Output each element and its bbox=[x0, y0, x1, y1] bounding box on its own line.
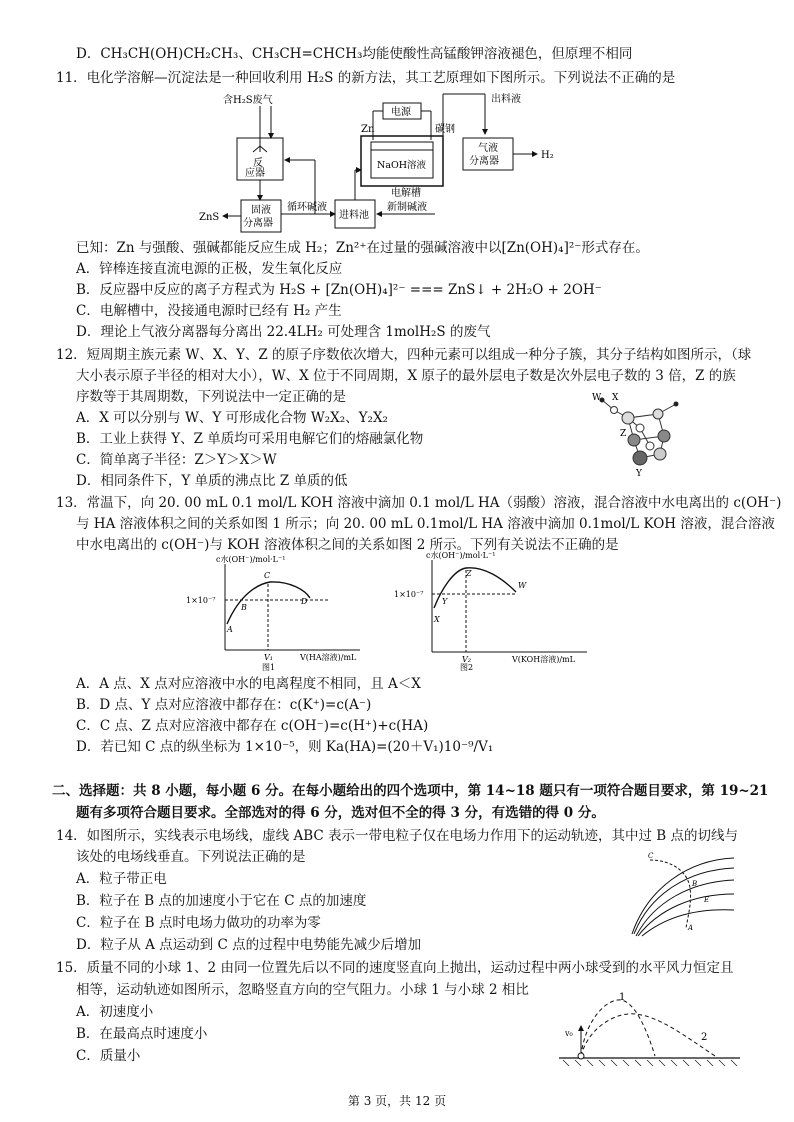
g1-point-d: D bbox=[301, 597, 308, 606]
zn-label: Zn bbox=[361, 124, 375, 135]
g1-point-c: C bbox=[264, 571, 271, 580]
q13-option-c: C．C 点、Z 点对应溶液中都存在 c(OH⁻)=c(H⁺)+c(HA) bbox=[76, 718, 429, 734]
page-footer: 第 3 页，共 12 页 bbox=[347, 1094, 447, 1108]
q11-option-c: C．电解槽中，没接通电源时已经有 H₂ 产生 bbox=[76, 303, 342, 319]
g1-point-b: B bbox=[241, 603, 247, 612]
g2-v2: V₂ bbox=[462, 655, 471, 664]
q14-option-a: A．粒子带正电 bbox=[76, 871, 167, 887]
q15-ball2-label: 2 bbox=[701, 1032, 708, 1043]
q11-option-b: B．反应器中反应的离子方程式为 H₂S + [Zn(OH)₄]²⁻ === ZnS↓ + 2H₂O + 2OH⁻ bbox=[76, 282, 602, 298]
q15-option-b: B．在最高点时速度小 bbox=[76, 1026, 208, 1042]
g2-point-z: Z bbox=[466, 569, 472, 578]
g2-point-y: Y bbox=[442, 597, 448, 606]
q13-stem-3: 中水电离出的 c(OH⁻)与 KOH 溶液体积之间的关系如图 2 所示。下列有关说法不正确的是 bbox=[76, 537, 619, 553]
reactor-label-1: 反 bbox=[253, 158, 263, 169]
naoh-label: NaOH溶液 bbox=[377, 160, 427, 171]
q15-stem-2: 相等，运动轨迹如图所示，忽略竖直方向的空气阻力。小球 1 与小球 2 相比 bbox=[76, 982, 529, 998]
g1-ylabel: c水(OH⁻)/mol·L⁻¹ bbox=[216, 555, 286, 564]
q15-ball1-label: 1 bbox=[619, 992, 626, 1003]
g1-point-a: A bbox=[227, 625, 233, 634]
outflow-label: 出料液 bbox=[491, 94, 521, 105]
q14-point-c: C bbox=[648, 852, 654, 860]
q13-option-b: B．D 点、Y 点对应溶液中都存在：c(K⁺)=c(A⁻) bbox=[76, 697, 372, 713]
recycle-label: 循环碱液 bbox=[287, 202, 327, 213]
q14-option-b: B．粒子在 B 点的加速度小于它在 C 点的加速度 bbox=[76, 893, 367, 909]
q11-process-diagram bbox=[195, 90, 575, 235]
g2-xlabel: V(KOH溶液)/mL bbox=[512, 655, 575, 664]
section2-heading-2: 题有多项符合题目要求。全部选对的得 6 分，选对但不全的得 3 分，有选错的得 0 分。 bbox=[76, 805, 605, 821]
q11-known: 已知：Zn 与强酸、强碱都能反应生成 H₂；Zn²⁺在过量的强碱溶液中以[Zn(OH)₄]²⁻形式存在。 bbox=[76, 240, 649, 256]
sl-separator-label-1: 固液 bbox=[251, 205, 271, 216]
q12-option-c: C．简单离子半径：Z＞Y＞X＞W bbox=[76, 452, 277, 468]
atom-w-label: W bbox=[592, 393, 602, 403]
q14-stem-2: 该处的电场线垂直。下列说法正确的是 bbox=[76, 849, 306, 865]
q14-point-e: E bbox=[704, 896, 710, 904]
cell-label: 电解槽 bbox=[391, 188, 421, 199]
g1-caption: 图1 bbox=[262, 663, 276, 672]
reactor-label-2: 应器 bbox=[245, 168, 265, 179]
zns-label: ZnS bbox=[199, 212, 220, 223]
section2-heading-1: 二、选择题：共 8 小题，每小题 6 分。在每小题给出的四个选项中，第 14~18 题只有一项符合题目要求，第 19~21 bbox=[52, 783, 769, 799]
q11-option-d: D．理论上气液分离器每分离出 22.4LH₂ 可处理含 1molH₂S 的废气 bbox=[76, 324, 491, 340]
q14-field-lines-diagram bbox=[628, 848, 736, 938]
fresh-base-label: 新制碱液 bbox=[387, 202, 427, 213]
q14-stem-1: 14．如图所示，实线表示电场线，虚线 ABC 表示一带电粒子仅在电场力作用下的运动轨迹，其中过 B 点的切线与 bbox=[56, 828, 739, 844]
q13-option-d: D．若已知 C 点的纵坐标为 1×10⁻⁵，则 Ka(HA)=(20＋V₁)10⁻⁹/V₁ bbox=[76, 739, 494, 755]
q12-option-b: B．工业上获得 Y、Z 单质均可采用电解它们的熔融氯化物 bbox=[76, 431, 424, 447]
q15-stem-1: 15．质量不同的小球 1、2 由同一位置先后以不同的速度竖直向上抛出，运动过程中两小球受到的水平风力恒定且 bbox=[56, 960, 734, 976]
q13-graph-2 bbox=[392, 548, 592, 672]
h2-label: H₂ bbox=[541, 150, 554, 161]
carbon-steel-label: 碳钢 bbox=[435, 124, 455, 135]
q10-option-d: D．CH₃CH(OH)CH₂CH₃、CH₃CH=CHCH₃均能使酸性高锰酸钾溶液褪色，但原理不相同 bbox=[76, 46, 633, 62]
g2-caption: 图2 bbox=[460, 663, 474, 672]
q12-option-d: D．相同条件下，Y 单质的沸点比 Z 单质的低 bbox=[76, 473, 348, 489]
g1-xlabel: V(HA溶液)/mL bbox=[300, 653, 357, 662]
q15-trajectory-diagram bbox=[555, 990, 745, 1070]
q11-stem: 11．电化学溶解—沉淀法是一种回收利用 H₂S 的新方法，其工艺原理如下图所示。下列说法不正确的是 bbox=[56, 70, 676, 86]
q14-point-a: A bbox=[688, 924, 694, 932]
q13-stem-2: 与 HA 溶液体积之间的关系如图 1 所示；向 20. 00 mL 0.1mol/L HA 溶液中滴加 0.1mol/L KOH 溶液，混合溶液 bbox=[76, 516, 775, 532]
feed-pool-label: 进料池 bbox=[339, 210, 369, 221]
sl-separator-label-2: 分离器 bbox=[243, 218, 273, 229]
q13-option-a: A．A 点、X 点对应溶液中水的电离程度不相同，且 A＜X bbox=[76, 676, 421, 692]
g2-point-x: X bbox=[434, 615, 440, 624]
g2-ylabel: c水(OH⁻)/mol·L⁻¹ bbox=[426, 551, 496, 560]
q12-option-a: A．X 可以分别与 W、Y 可形成化合物 W₂X₂、Y₂X₂ bbox=[76, 410, 388, 426]
power-label: 电源 bbox=[391, 107, 411, 118]
gl-separator-label-2: 分离器 bbox=[469, 156, 499, 167]
q15-option-c: C．质量小 bbox=[76, 1048, 141, 1064]
atom-y-label: Y bbox=[636, 469, 642, 478]
g1-tick: 1×10⁻⁷ bbox=[186, 596, 216, 605]
g1-v1: V₁ bbox=[264, 653, 273, 662]
q11-option-a: A．锌棒连接直流电源的正极，发生氧化反应 bbox=[76, 261, 343, 277]
gas-inlet-label: 含H₂S废气 bbox=[223, 95, 273, 106]
atom-x-label: X bbox=[612, 393, 619, 403]
gl-separator-label-1: 气液 bbox=[478, 143, 498, 154]
q13-graph-1 bbox=[180, 554, 370, 672]
q15-option-a: A．初速度小 bbox=[76, 1004, 154, 1020]
g2-tick: 1×10⁻⁷ bbox=[394, 590, 424, 599]
q14-option-c: C．粒子在 B 点时电场力做功的功率为零 bbox=[76, 915, 321, 931]
atom-z-label: Z bbox=[620, 429, 627, 439]
g2-point-w: W bbox=[518, 581, 527, 590]
q12-stem-2: 大小表示原子半径的相对大小），W、X 位于不同周期，X 原子的最外层电子数是次外层电子数的 3 倍，Z 的族 bbox=[76, 368, 736, 384]
q15-v0-label: v₀ bbox=[565, 1029, 573, 1038]
q13-stem-1: 13．常温下，向 20. 00 mL 0.1 mol/L KOH 溶液中滴加 0.1 mol/L HA（弱酸）溶液，混合溶液中水电离出的 c(OH⁻) bbox=[56, 495, 782, 511]
q12-stem-3: 序数等于其周期数，下列说法中一定正确的是 bbox=[76, 389, 346, 405]
q12-stem-1: 12．短周期主族元素 W、X、Y、Z 的原子序数依次增大，四种元素可以组成一种分子簇，其分子结构如图所示，（球 bbox=[56, 347, 752, 363]
q12-molecule-cluster bbox=[588, 388, 698, 478]
q14-point-b: B bbox=[692, 880, 698, 888]
q14-option-d: D．粒子从 A 点运动到 C 点的过程中电势能先减少后增加 bbox=[76, 937, 422, 953]
